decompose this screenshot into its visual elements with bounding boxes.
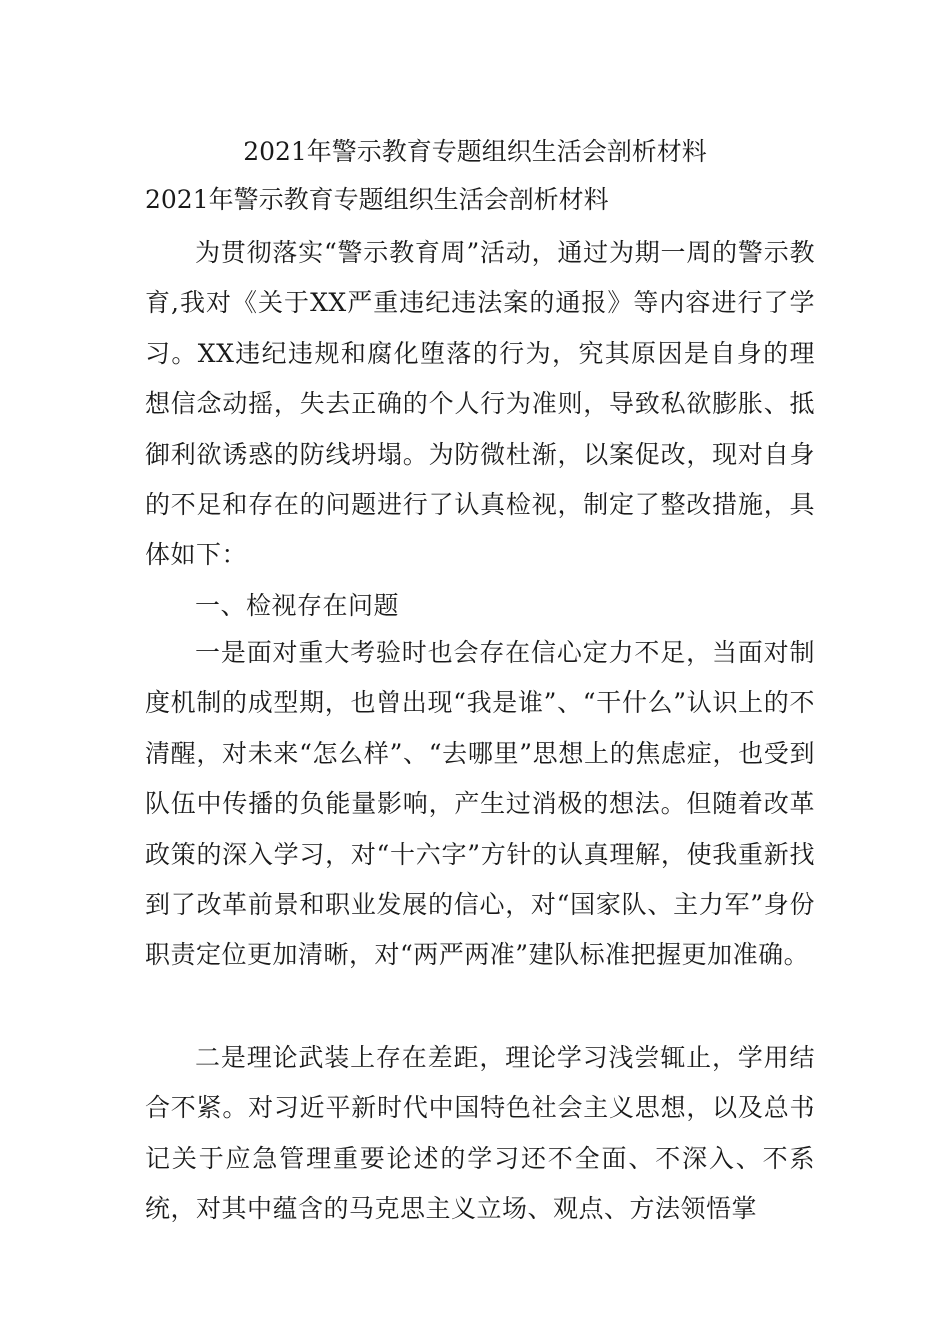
- document-title: 2021年警示教育专题组织生活会剖析材料: [243, 137, 707, 166]
- intro-paragraph: 为贯彻落实“警示教育周”活动，通过为期一周的警示教育,我对《关于XX严重违纪违法案的通报》等内容进行了学习。XX违纪违规和腐化堕落的行为，究其原因是自身的理想信念动摇，失去正确的个人行为准则，导致私欲膨胀、抵御利欲诱惑的防线坍塌。为防微杜渐，以案促改，现对自身的不足和存在的问题进行了认真检视，制定了整改措施，具体如下：: [145, 238, 815, 570]
- section-heading: 一、检视存在问题: [195, 591, 400, 620]
- document-subtitle: 2021年警示教育专题组织生活会剖析材料: [145, 185, 609, 214]
- body-paragraph-1: 一是面对重大考验时也会存在信心定力不足，当面对制度机制的成型期，也曾出现“我是谁”、“干什么”认识上的不清醒，对未来“怎么样”、“去哪里”思想上的焦虑症，也受到队伍中传播的负能量影响，产生过消极的想法。但随着改革政策的深入学习，对“十六字”方针的认真理解，使我重新找到了改革前景和职业发展的信心，对“国家队、主力军”身份职责定位更加清晰，对“两严两准”建队标准把握更加准确。: [145, 638, 815, 970]
- body-paragraph-2: 二是理论武装上存在差距，理论学习浅尝辄止，学用结合不紧。对习近平新时代中国特色社会主义思想，以及总书记关于应急管理重要论述的学习还不全面、不深入、不系统，对其中蕴含的马克思主义立场、观点、方法领悟掌: [145, 1043, 815, 1224]
